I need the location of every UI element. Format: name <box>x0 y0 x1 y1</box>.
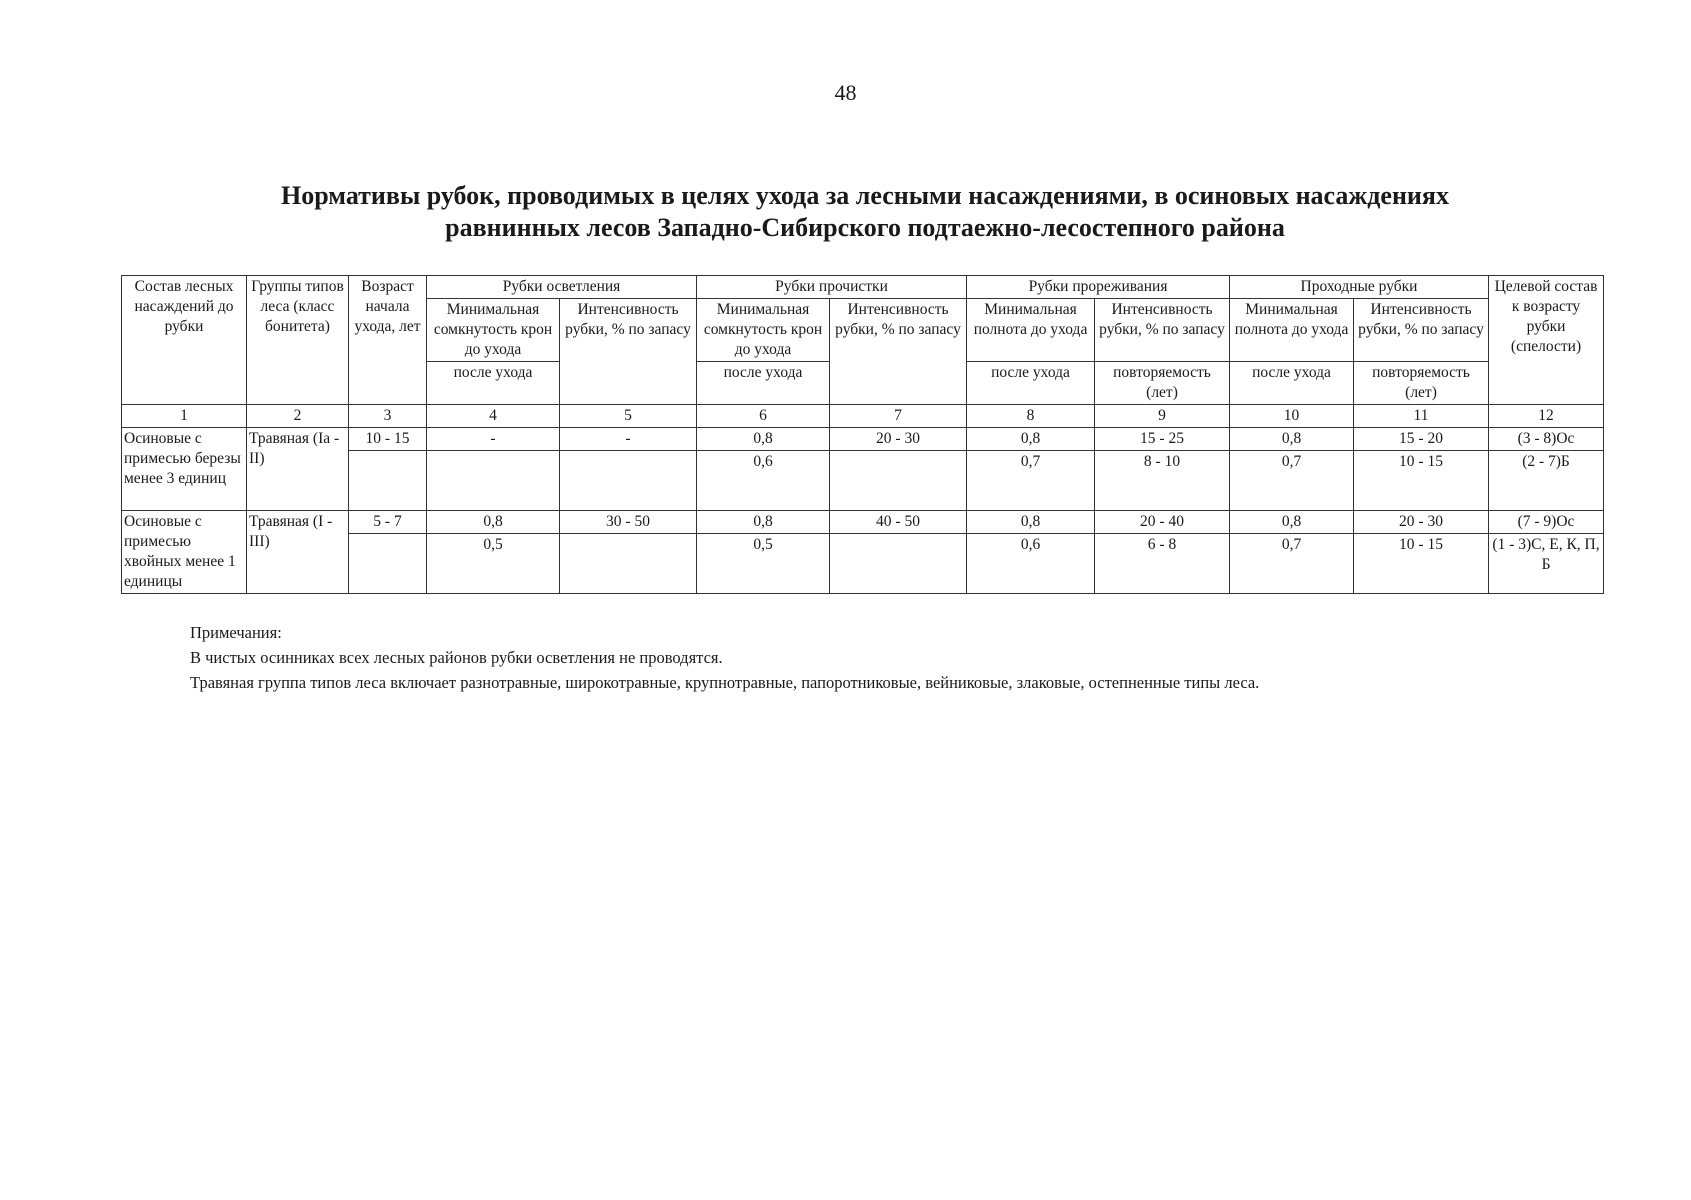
header-lighting: Рубки осветления <box>427 276 697 299</box>
col-number: 1 <box>122 405 247 428</box>
notes-heading: Примечания: <box>190 623 282 642</box>
cell-c8: 0,8 <box>967 511 1095 534</box>
cell-c4: - <box>427 428 560 451</box>
cell-c10: 0,7 <box>1230 451 1354 511</box>
norms-table <box>121 275 1604 594</box>
cell-c12: (7 - 9)Ос <box>1489 511 1604 534</box>
col-number: 4 <box>427 405 560 428</box>
header-after-8: после ухода <box>967 362 1095 405</box>
cell-c5-empty <box>560 451 697 511</box>
header-intensity-7: Интенсивность рубки, % по запасу <box>830 299 967 405</box>
col-number: 5 <box>560 405 697 428</box>
header-composition: Состав лесных насаждений до рубки <box>122 276 247 405</box>
header-target: Целевой состав к возрасту рубки (спелости) <box>1489 276 1604 405</box>
cell-age: 10 - 15 <box>349 428 427 451</box>
header-min-density-6: Минимальная сомкнутость крон до ухода <box>697 299 830 362</box>
cell-c8: 0,7 <box>967 451 1095 511</box>
cell-c10: 0,8 <box>1230 511 1354 534</box>
cell-c6: 0,5 <box>697 534 830 594</box>
header-intensity-5: Интенсивность рубки, % по запасу <box>560 299 697 405</box>
header-min-fullness-8: Минимальная полнота до ухода <box>967 299 1095 362</box>
cell-c7-empty <box>830 534 967 594</box>
col-number: 3 <box>349 405 427 428</box>
header-min-fullness-10: Минимальная полнота до ухода <box>1230 299 1354 362</box>
header-start-age: Возраст начала ухода, лет <box>349 276 427 405</box>
cell-c11: 15 - 20 <box>1354 428 1489 451</box>
title-line-2: равнинных лесов Западно-Сибирского подтаежно-лесостепного района <box>445 213 1285 242</box>
header-after-10: после ухода <box>1230 362 1354 405</box>
cell-c4: 0,8 <box>427 511 560 534</box>
page-number: 48 <box>834 80 857 105</box>
cell-composition: Осиновые с примесью березы менее 3 единиц <box>122 428 247 511</box>
header-after-4: после ухода <box>427 362 560 405</box>
page-title <box>120 180 1610 244</box>
cell-age: 5 - 7 <box>349 511 427 534</box>
cell-age-empty <box>349 451 427 511</box>
cell-c6: 0,8 <box>697 511 830 534</box>
header-thinning: Рубки прореживания <box>967 276 1230 299</box>
cell-c10: 0,8 <box>1230 428 1354 451</box>
cell-c8: 0,8 <box>967 428 1095 451</box>
cell-c5: - <box>560 428 697 451</box>
cell-c9: 20 - 40 <box>1095 511 1230 534</box>
col-number: 2 <box>247 405 349 428</box>
cell-c11: 10 - 15 <box>1354 451 1489 511</box>
cell-c10: 0,7 <box>1230 534 1354 594</box>
cell-c7: 40 - 50 <box>830 511 967 534</box>
cell-c5: 30 - 50 <box>560 511 697 534</box>
header-cleaning: Рубки прочистки <box>697 276 967 299</box>
header-intensity-11: Интенсивность рубки, % по запасу <box>1354 299 1489 362</box>
note-line: В чистых осинниках всех лесных районов рубки осветления не проводятся. <box>190 648 723 667</box>
header-repeat-11: повторяемость (лет) <box>1354 362 1489 405</box>
header-min-density-4: Минимальная сомкнутость крон до ухода <box>427 299 560 362</box>
header-intensity-9: Интенсивность рубки, % по запасу <box>1095 299 1230 362</box>
cell-c5-empty <box>560 534 697 594</box>
cell-c7-empty <box>830 451 967 511</box>
col-number: 6 <box>697 405 830 428</box>
header-passage: Проходные рубки <box>1230 276 1489 299</box>
header-forest-groups: Группы типов леса (класс бонитета) <box>247 276 349 405</box>
header-after-6: после ухода <box>697 362 830 405</box>
title-line-1: Нормативы рубок, проводимых в целях ухода за лесными насаждениями, в осиновых насаждениях <box>281 181 1449 210</box>
col-number: 7 <box>830 405 967 428</box>
col-number: 11 <box>1354 405 1489 428</box>
cell-c4 <box>427 451 560 511</box>
cell-group: Травяная (Ia - II) <box>247 428 349 511</box>
col-number: 9 <box>1095 405 1230 428</box>
col-number: 10 <box>1230 405 1354 428</box>
cell-c12: (1 - 3)С, Е, К, П, Б <box>1489 534 1604 594</box>
cell-c11: 20 - 30 <box>1354 511 1489 534</box>
cell-c6: 0,6 <box>697 451 830 511</box>
col-number: 8 <box>967 405 1095 428</box>
cell-group: Травяная (I - III) <box>247 511 349 594</box>
notes <box>190 620 1610 695</box>
cell-c12: (3 - 8)Ос <box>1489 428 1604 451</box>
col-number: 12 <box>1489 405 1604 428</box>
cell-c11: 10 - 15 <box>1354 534 1489 594</box>
table-row <box>122 428 1604 451</box>
cell-c4: 0,5 <box>427 534 560 594</box>
cell-composition: Осиновые с примесью хвойных менее 1 единицы <box>122 511 247 594</box>
table-row <box>122 511 1604 534</box>
header-repeat-9: повторяемость (лет) <box>1095 362 1230 405</box>
cell-c8: 0,6 <box>967 534 1095 594</box>
cell-age-empty <box>349 534 427 594</box>
header-row-groups <box>122 276 1604 299</box>
cell-c9: 6 - 8 <box>1095 534 1230 594</box>
note-line: Травяная группа типов леса включает разнотравные, широкотравные, крупнотравные, папоротниковые, вейниковые, злаковые, остепненные типы леса. <box>190 673 1260 692</box>
cell-c12: (2 - 7)Б <box>1489 451 1604 511</box>
cell-c9: 15 - 25 <box>1095 428 1230 451</box>
cell-c6: 0,8 <box>697 428 830 451</box>
cell-c9: 8 - 10 <box>1095 451 1230 511</box>
cell-c7: 20 - 30 <box>830 428 967 451</box>
column-numbers-row <box>122 405 1604 428</box>
